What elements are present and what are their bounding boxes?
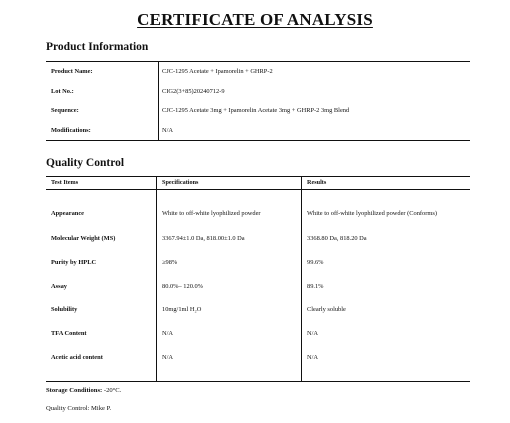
result: White to off-white lyophilized powder (Conforms) — [307, 210, 437, 217]
lot-number-row — [46, 82, 470, 102]
table-row — [46, 235, 470, 247]
result: Clearly soluble — [307, 306, 346, 313]
column-header-test-items: Test Items — [51, 179, 79, 186]
specification: 80.0%– 120.0% — [162, 283, 204, 290]
test-item: TFA Content — [51, 330, 87, 337]
test-item: Appearance — [51, 210, 85, 217]
column-header-results: Results — [307, 179, 327, 186]
result: N/A — [307, 330, 319, 337]
specification: White to off-white lyophilized powder — [162, 210, 261, 217]
test-item: Assay — [51, 283, 67, 290]
specification: N/A — [162, 330, 174, 337]
lot-number-value: CIG2(3+85)20240712-9 — [158, 82, 470, 102]
result: 99.6% — [307, 259, 324, 266]
storage-conditions — [46, 387, 121, 394]
specification: N/A — [162, 354, 174, 361]
product-name-label: Product Name: — [51, 68, 93, 76]
table-row — [46, 259, 470, 271]
quality-control-signoff: Quality Control: Mike P. — [46, 405, 112, 412]
test-item: Acetic acid content — [51, 354, 103, 361]
storage-conditions-value: -20°C. — [102, 387, 122, 394]
storage-conditions-label: Storage Conditions: — [46, 387, 103, 394]
column-divider — [301, 177, 302, 381]
column-divider — [156, 177, 157, 381]
table-row — [46, 330, 470, 342]
product-name-value: CJC-1295 Acetate + Ipamorelin + GHRP-2 — [158, 62, 470, 82]
specification: ≥98% — [162, 259, 178, 266]
result: 3368.80 Da, 818.20 Da — [307, 235, 367, 242]
test-item: Purity by HPLC — [51, 259, 97, 266]
modifications-value: N/A — [158, 121, 470, 141]
table-row — [46, 283, 470, 295]
result: N/A — [307, 354, 319, 361]
document-title: CERTIFICATE OF ANALYSIS — [137, 10, 373, 29]
column-header-specifications: Specifications — [162, 179, 199, 186]
table-header — [46, 177, 470, 190]
table-row — [46, 354, 470, 366]
test-item: Solubility — [51, 306, 78, 313]
sequence-row — [46, 101, 470, 121]
quality-control-heading: Quality Control — [46, 157, 125, 169]
modifications-row — [46, 121, 470, 141]
product-name-row — [46, 62, 470, 82]
specification: 3367.94±1.0 Da, 818.00±1.0 Da — [162, 235, 245, 242]
result: 89.1% — [307, 283, 324, 290]
table-row — [46, 210, 470, 222]
sequence-label: Sequence: — [51, 107, 79, 115]
product-information-table — [46, 61, 470, 141]
lot-number-label: Lot No.: — [51, 87, 74, 95]
quality-control-table — [46, 176, 470, 382]
sequence-value: CJC-1295 Acetate 3mg + Ipamorelin Acetate 3mg + GHRP-2 3mg Blend — [158, 101, 470, 121]
modifications-label: Modifications: — [51, 126, 91, 134]
specification: 10mg/1ml H₂O — [162, 306, 202, 313]
test-item: Molecular Weight (MS) — [51, 235, 116, 242]
table-row — [46, 306, 470, 318]
product-information-heading: Product Information — [46, 41, 149, 53]
